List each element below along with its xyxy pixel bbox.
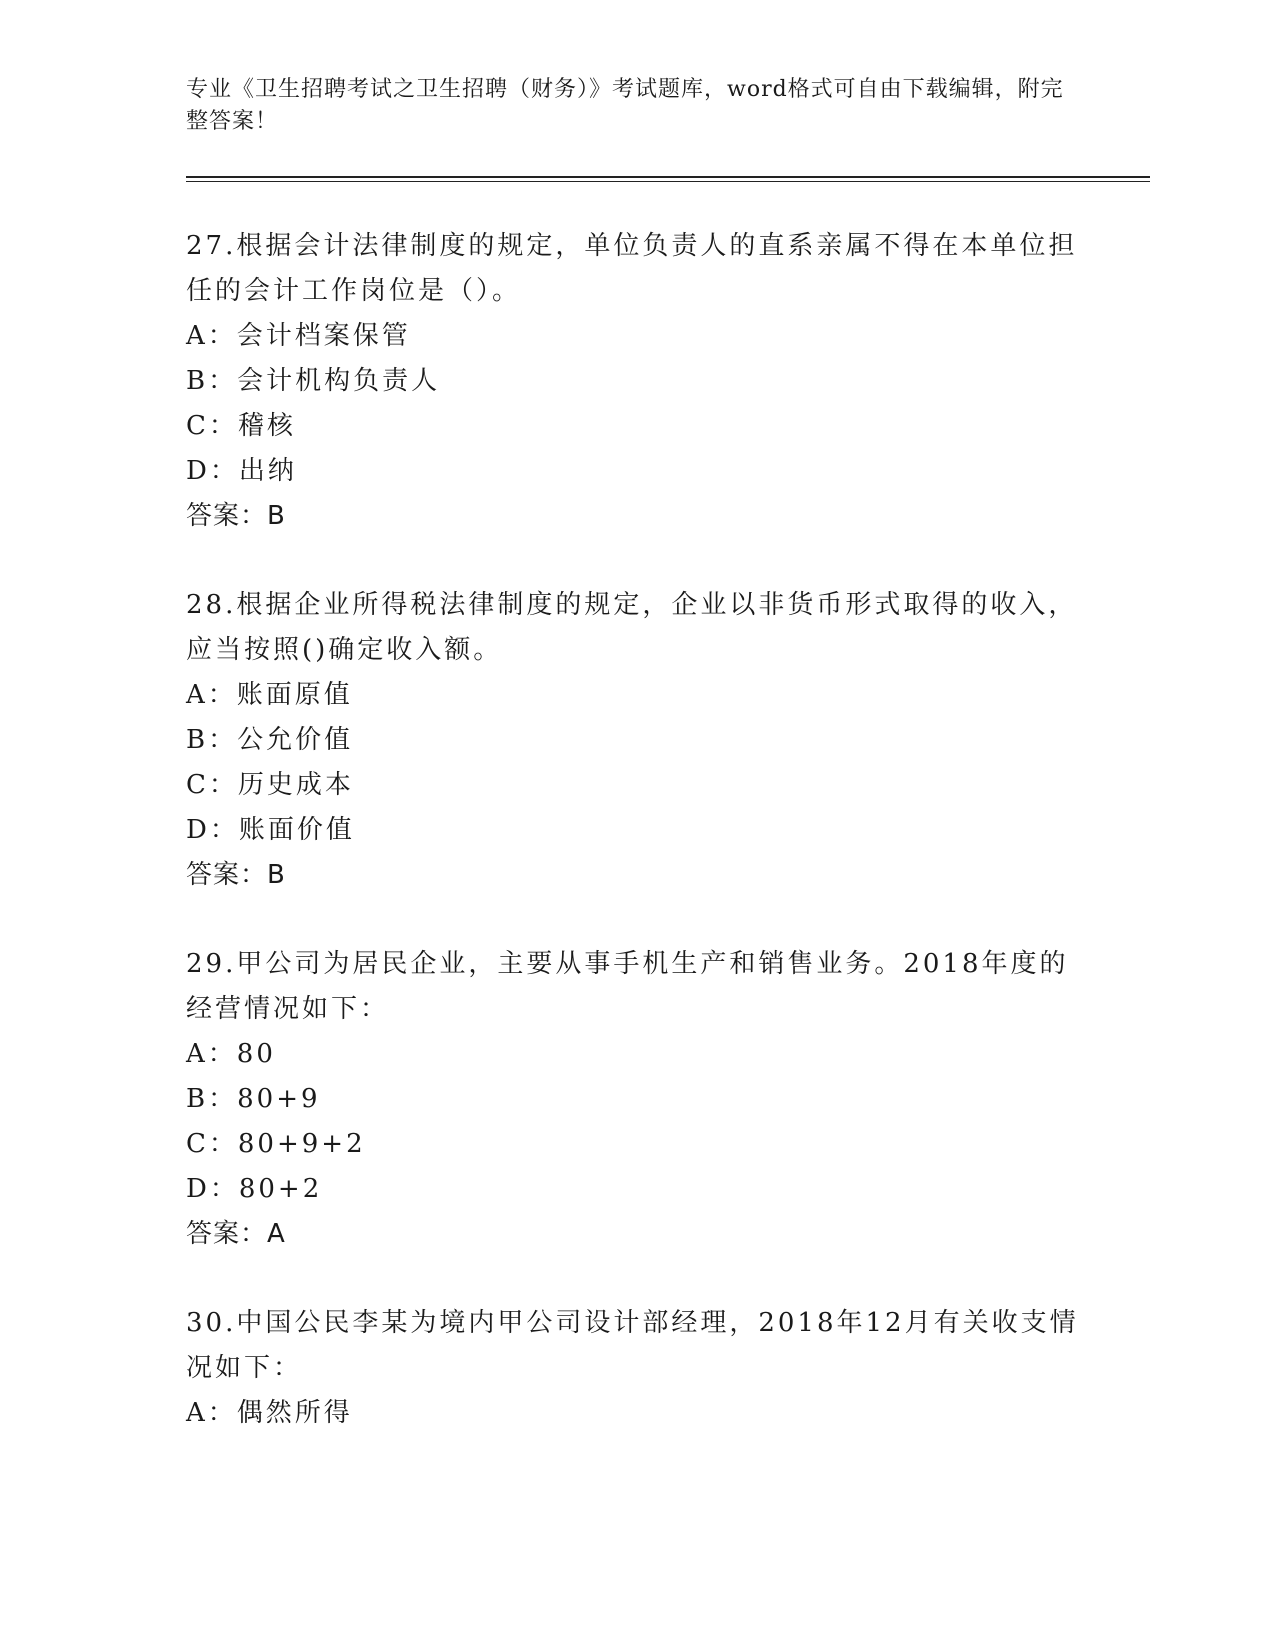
answer-line: 答案：B xyxy=(186,860,286,890)
option-d: D：出纳 xyxy=(186,456,297,486)
question-30 xyxy=(186,1301,1086,1436)
option-c: C：稽核 xyxy=(186,411,296,441)
document-header: 专业《卫生招聘考试之卫生招聘（财务）》考试题库，word格式可自由下载编辑，附完整答案！ xyxy=(186,77,1064,134)
option-b: B：80+9 xyxy=(186,1084,321,1114)
option-d: D：80+2 xyxy=(186,1174,323,1204)
answer-line: 答案：B xyxy=(186,501,286,531)
question-stem: 28.根据企业所得税法律制度的规定，企业以非货币形式取得的收入，应当按照()确定收入额。 xyxy=(186,590,1078,665)
question-stem: 27.根据会计法律制度的规定，单位负责人的直系亲属不得在本单位担任的会计工作岗位是（）。 xyxy=(186,231,1078,306)
question-28 xyxy=(186,583,1086,898)
option-b: B：公允价值 xyxy=(186,725,354,755)
option-a: A：偶然所得 xyxy=(186,1398,353,1428)
question-29 xyxy=(186,942,1086,1257)
option-d: D：账面价值 xyxy=(186,815,355,845)
answer-line: 答案：A xyxy=(186,1219,286,1249)
option-a: A：会计档案保管 xyxy=(186,321,411,351)
option-c: C：80+9+2 xyxy=(186,1129,366,1159)
option-a: A：80 xyxy=(186,1039,276,1069)
option-c: C：历史成本 xyxy=(186,770,354,800)
option-b: B：会计机构负责人 xyxy=(186,366,441,396)
option-a: A：账面原值 xyxy=(186,680,353,710)
header-divider xyxy=(186,176,1150,182)
question-27 xyxy=(186,224,1086,539)
question-stem: 30.中国公民李某为境内甲公司设计部经理，2018年12月有关收支情况如下： xyxy=(186,1308,1079,1383)
question-stem: 29.甲公司为居民企业，主要从事手机生产和销售业务。2018年度的经营情况如下： xyxy=(186,949,1069,1024)
